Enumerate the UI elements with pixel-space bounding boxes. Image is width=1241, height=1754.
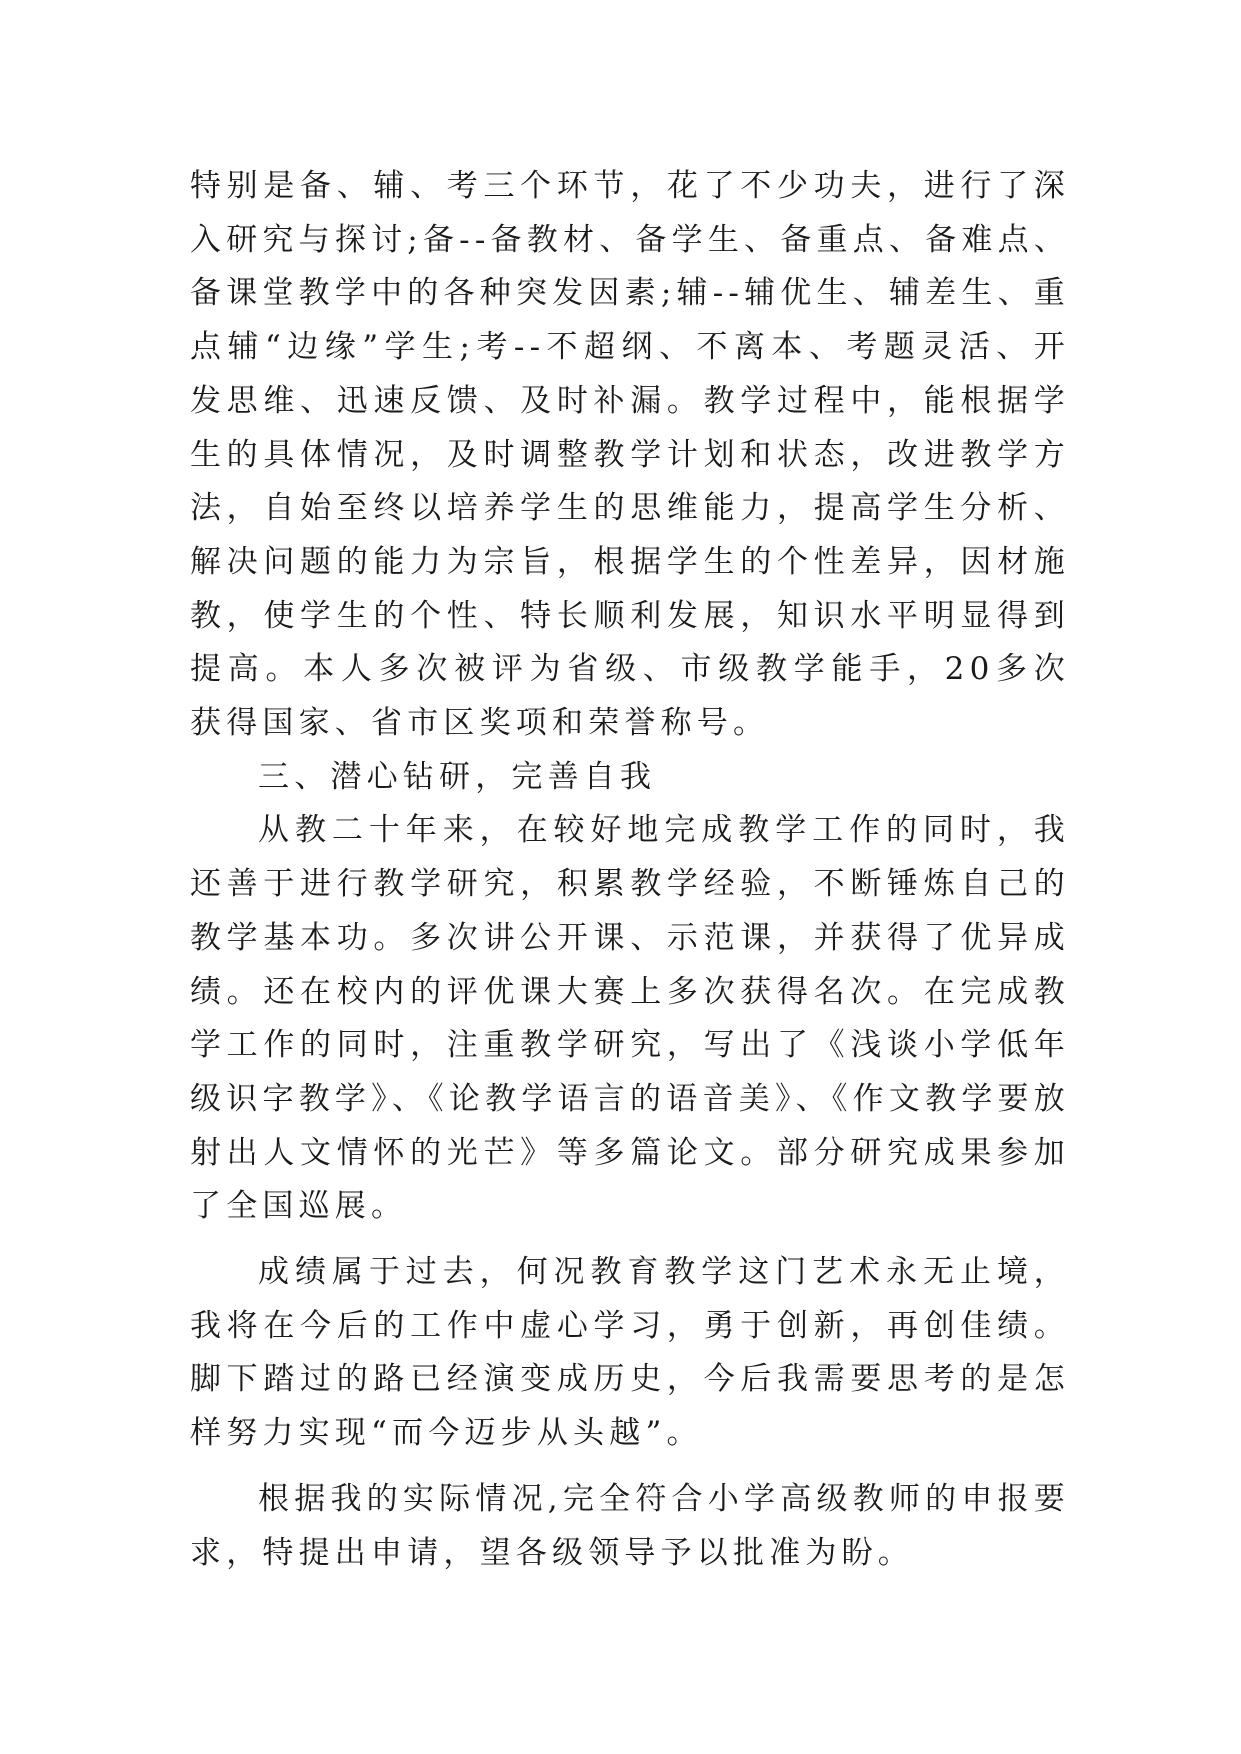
section-heading-research: 三、潜心钻研，完善自我 [258,758,657,795]
paragraph-research: 从教二十年来，在较好地完成教学工作的同时，我还善于进行教学研究，积累教学经验，不断锤炼自己的教学基本功。多次讲公开课、示范课，并获得了优异成绩。还在校内的评优课大赛上多次获得名次。在完成教学工作的同时，注重教学研究，写出了《浅谈小学低年级识字教学》、《论教学语言的语音美》、《作文教学要放射出人文情怀的光芒》等多篇论文。部分研究成果参加了全国巡展。 [190,812,1070,1225]
paragraph-application: 根据我的实际情况,完全符合小学高级教师的申报要求，特提出申请，望各级领导予以批准为盼。 [190,1480,1070,1571]
paragraph-teaching-process: 特别是备、辅、考三个环节，花了不少功夫，进行了深入研究与探讨;备--备教材、备学生、备重点、备难点、备课堂教学中的各种突发因素;辅--辅优生、辅差生、重点辅“边缘”学生;考--不超纲、不离本、考题灵活、开发思维、迅速反馈、及时补漏。教学过程中，能根据学生的具体情况，及时调整教学计划和状态，改进教学方法，自始至终以培养学生的思维能力，提高学生分析、解决问题的能力为宗旨，根据学生的个性差异，因材施教，使学生的个性、特长顺利发展，知识水平明显得到提高。本人多次被评为省级、市级教学能手，20多次获得国家、省市区奖项和荣誉称号。 [190,168,1070,742]
paragraph-future: 成绩属于过去，何况教育教学这门艺术永无止境，我将在今后的工作中虚心学习，勇于创新，再创佳绩。脚下踏过的路已经演变成历史，今后我需要思考的是怎样努力实现“而今迈步从头越”。 [190,1254,1070,1452]
document-body [190,160,1070,1580]
